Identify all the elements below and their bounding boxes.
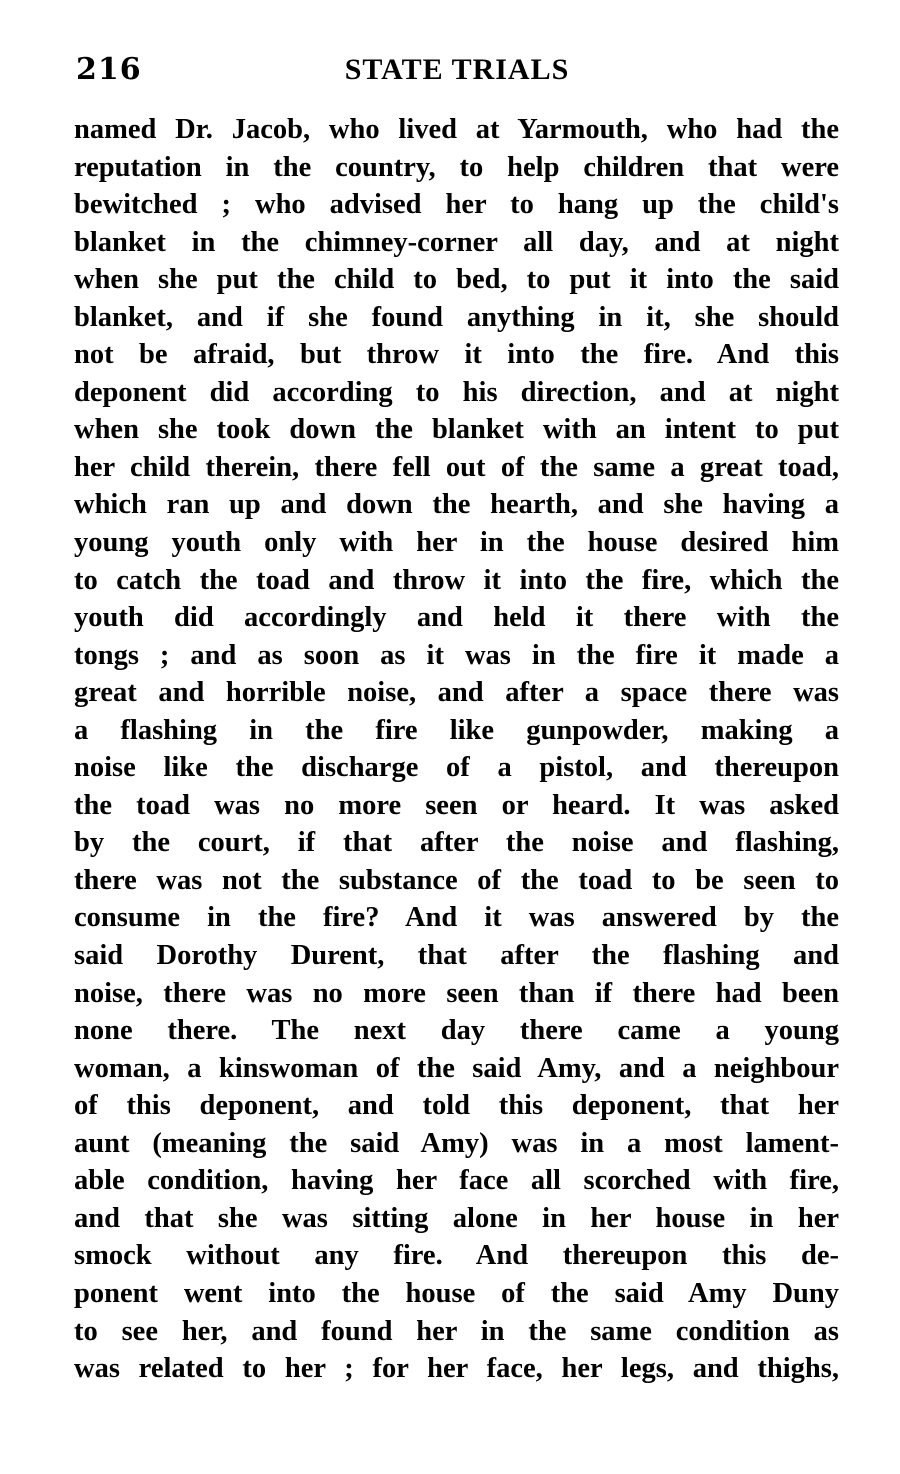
text-line: deponent did according to his direction, and at night [74,376,839,408]
text-line: young youth only with her in the house desired him [74,527,839,559]
text-line: said Dorothy Durent, that after the flashing and [74,940,839,972]
text-line: ponent went into the house of the said Amy Duny [74,1277,839,1309]
text-line: noise, there was no more seen than if there had been [74,977,839,1009]
text-line: blanket in the chimney-corner all day, and at night [74,226,839,258]
text-line: youth did accordingly and held it there with the [74,602,839,634]
body-text [74,111,839,1388]
text-line: which ran up and down the hearth, and she having a [74,489,839,521]
text-line: the toad was no more seen or heard. It was asked [74,789,839,821]
text-line: tongs ; and as soon as it was in the fire it made a [74,639,839,671]
text-line: when she put the child to bed, to put it into the said [74,264,839,296]
text-line: not be afraid, but throw it into the fire. And this [74,339,839,371]
text-line: woman, a kinswoman of the said Amy, and a neighbour [74,1052,839,1084]
text-line: reputation in the country, to help children that were [74,151,839,183]
text-line: to catch the toad and throw it into the fire, which the [74,564,839,596]
text-line: was related to her ; for her face, her legs, and thighs, [74,1353,839,1385]
text-line: and that she was sitting alone in her house in her [74,1202,839,1234]
text-line: named Dr. Jacob, who lived at Yarmouth, who had the [74,114,839,145]
text-line: aunt (meaning the said Amy) was in a most lament- [74,1127,839,1159]
text-line: a flashing in the fire like gunpowder, making a [74,714,839,746]
text-line: there was not the substance of the toad to be seen to [74,864,839,896]
text-line: her child therein, there fell out of the same a great toad, [74,451,839,483]
text-line: of this deponent, and told this deponent, that her [74,1090,839,1122]
text-line: by the court, if that after the noise and flashing, [74,827,839,859]
text-line: blanket, and if she found anything in it, she should [74,301,839,333]
text-line: great and horrible noise, and after a space there was [74,677,839,709]
page-header [76,48,838,92]
page-number: 216 [76,52,142,87]
running-title: STATE TRIALS [344,53,570,86]
text-line: when she took down the blanket with an intent to put [74,414,839,446]
text-line: able condition, having her face all scorched with fire, [74,1165,839,1197]
text-line: smock without any fire. And thereupon this de- [74,1240,839,1272]
text-line: consume in the fire? And it was answered by the [74,902,839,934]
text-line: none there. The next day there came a young [74,1015,839,1047]
text-line: to see her, and found her in the same condition as [74,1315,839,1347]
text-line: noise like the discharge of a pistol, and thereupon [74,752,839,784]
text-line: bewitched ; who advised her to hang up the child's [74,189,839,221]
